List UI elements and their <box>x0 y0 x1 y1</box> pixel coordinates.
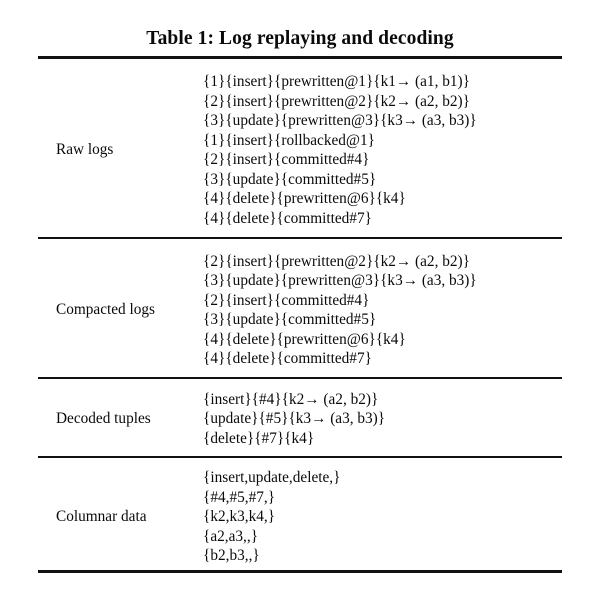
row-content-decoded-tuples <box>203 390 562 449</box>
log-line: {a2,a3,,} <box>203 527 259 545</box>
row-label-columnar-data: Columnar data <box>56 508 147 526</box>
log-line: {delete}{#7}{k4} <box>203 429 315 447</box>
log-line: {3}{update}{committed#5} <box>203 311 377 328</box>
log-line: {4}{delete}{prewritten@6}{k4} <box>203 190 406 207</box>
log-line: {update}{#5}{k3→ (a3, b3)} <box>203 410 386 428</box>
row-label-compacted-logs: Compacted logs <box>56 301 155 319</box>
table-caption: Table 1: Log replaying and decoding <box>146 28 454 49</box>
log-line: {1}{insert}{prewritten@1}{k1→ (a1, b1)} <box>203 73 470 90</box>
table-bottom-rule <box>38 570 562 573</box>
log-line: {4}{delete}{committed#7} <box>203 209 372 227</box>
log-line: {1}{insert}{rollbacked@1} <box>203 131 375 149</box>
log-line: {2}{insert}{prewritten@2}{k2→ (a2, b2)} <box>203 252 470 270</box>
log-line: {insert,update,delete,} <box>203 469 341 487</box>
table-row <box>38 462 562 572</box>
row-content-raw-logs <box>203 72 562 228</box>
log-line: {4}{delete}{prewritten@6}{k4} <box>203 330 406 348</box>
log-line: {k2,k3,k4,} <box>203 508 276 526</box>
table-row <box>38 63 562 237</box>
log-line: {3}{update}{prewritten@3}{k3→ (a3, b3)} <box>203 272 477 289</box>
log-line: {3}{update}{committed#5} <box>203 170 377 188</box>
log-line: {insert}{#4}{k2→ (a2, b2)} <box>203 390 379 408</box>
row-content-columnar-data <box>203 468 562 566</box>
row-label-decoded-tuples: Decoded tuples <box>56 410 151 428</box>
table-row-rule <box>38 237 562 239</box>
table-top-rule <box>38 56 562 59</box>
log-line: {b2,b3,,} <box>203 547 260 565</box>
log-line: {4}{delete}{committed#7} <box>203 350 372 367</box>
row-content-compacted-logs <box>203 252 562 369</box>
log-line: {3}{update}{prewritten@3}{k3→ (a3, b3)} <box>203 112 477 129</box>
table-row-rule <box>38 377 562 379</box>
log-line: {#4,#5,#7,} <box>203 488 276 506</box>
table-row <box>38 243 562 377</box>
row-label-raw-logs: Raw logs <box>56 141 114 159</box>
log-line: {2}{insert}{committed#4} <box>203 291 370 309</box>
table-row <box>38 382 562 456</box>
log-line: {2}{insert}{prewritten@2}{k2→ (a2, b2)} <box>203 92 470 110</box>
table-row-rule <box>38 456 562 458</box>
log-line: {2}{insert}{committed#4} <box>203 151 370 168</box>
